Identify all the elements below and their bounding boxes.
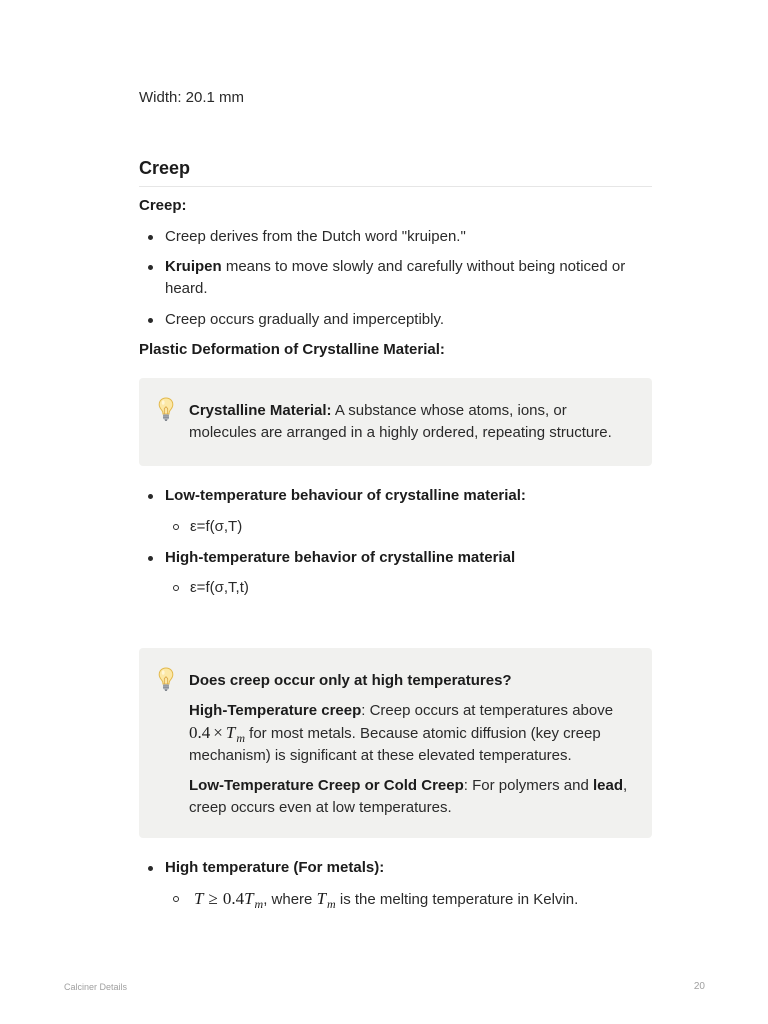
creep-label: Creep: [139, 197, 187, 214]
math-expression [316, 889, 336, 911]
low-temperature-paragraph [189, 775, 636, 819]
width-line: Width: 20.1 mm [139, 89, 245, 106]
math-variable: T [244, 889, 254, 908]
math-subscript: m [327, 897, 336, 911]
math-coefficient: 0.4 [189, 723, 211, 742]
bullet-dot [148, 265, 153, 270]
heading-divider [139, 186, 652, 187]
lightbulb-icon [158, 397, 174, 423]
list-item-label: High temperature (For metals): [165, 859, 385, 876]
math-operator: × [213, 723, 223, 742]
list-item [165, 857, 652, 879]
page-number: 20 [693, 981, 705, 992]
list-item-label: Low-temperature behaviour of crystalline material: [165, 487, 526, 504]
callout-creep-question [139, 648, 652, 838]
list-item [165, 256, 652, 300]
sub-list-item [190, 577, 652, 599]
math-expression [189, 723, 245, 745]
callout-text [189, 670, 636, 827]
math-variable: T [194, 889, 204, 908]
bullet-dot [148, 318, 153, 323]
lightbulb-icon [158, 667, 174, 693]
list-item-text: means to move slowly and carefully without being noticed or heard. [165, 258, 626, 297]
sub-list-item-text: is the melting temperature in Kelvin. [335, 891, 579, 908]
sub-list-item [190, 516, 652, 538]
bullet-circle [173, 524, 179, 530]
bullet-dot [148, 494, 153, 499]
callout-term: Crystalline Material: [189, 402, 332, 419]
list-item-label: High-temperature behavior of crystalline material [165, 549, 516, 566]
bold-term: Low-Temperature Creep or Cold Creep [189, 777, 464, 794]
list-item-text: Creep occurs gradually and imperceptibly. [165, 311, 445, 328]
math-variable: T [225, 723, 236, 742]
equation: ε=f(σ,T,t) [190, 579, 249, 596]
list-item [165, 226, 652, 248]
callout-text [189, 400, 636, 444]
paragraph-text: , creep occurs even at low temperatures. [189, 777, 628, 816]
equation: ε=f(σ,T) [190, 518, 243, 535]
bullet-dot [148, 866, 153, 871]
math-coefficient: 0.4 [222, 889, 245, 908]
callout-crystalline-material [139, 378, 652, 466]
sub-list-item [190, 888, 652, 911]
callout-question: Does creep occur only at high temperatures? [189, 672, 512, 689]
list-item [165, 547, 652, 569]
bullet-dot [148, 556, 153, 561]
plastic-deformation-label: Plastic Deformation of Crystalline Material: [139, 341, 445, 358]
math-subscript: m [254, 897, 264, 911]
paragraph-text: for most metals. Because atomic diffusion (key creep mechanism) is significant at these elevated temperatures. [189, 725, 601, 764]
callout-definition: A substance whose atoms, ions, or molecules are arranged in a highly ordered, repeating structure. [189, 402, 612, 441]
math-subscript: m [236, 731, 245, 745]
list-item-text: Creep derives from the Dutch word "kruipen." [165, 228, 466, 245]
math-expression [194, 889, 264, 911]
bullet-circle [173, 896, 179, 902]
list-item [165, 309, 652, 331]
bullet-dot [148, 235, 153, 240]
bold-term: lead [593, 777, 624, 794]
list-item [165, 485, 652, 507]
bold-term: Kruipen [165, 258, 222, 275]
high-temperature-paragraph [189, 700, 636, 767]
bold-term: High-Temperature creep [189, 702, 362, 719]
math-operator: ≥ [208, 889, 218, 908]
section-heading: Creep [139, 158, 191, 178]
bullet-circle [173, 585, 179, 591]
footer-title: Calciner Details [64, 982, 128, 992]
paragraph-text: : For polymers and [463, 777, 593, 794]
sub-list-item-text: , where [263, 891, 317, 908]
math-variable: T [316, 889, 327, 908]
paragraph-text: : Creep occurs at temperatures above [361, 702, 614, 719]
